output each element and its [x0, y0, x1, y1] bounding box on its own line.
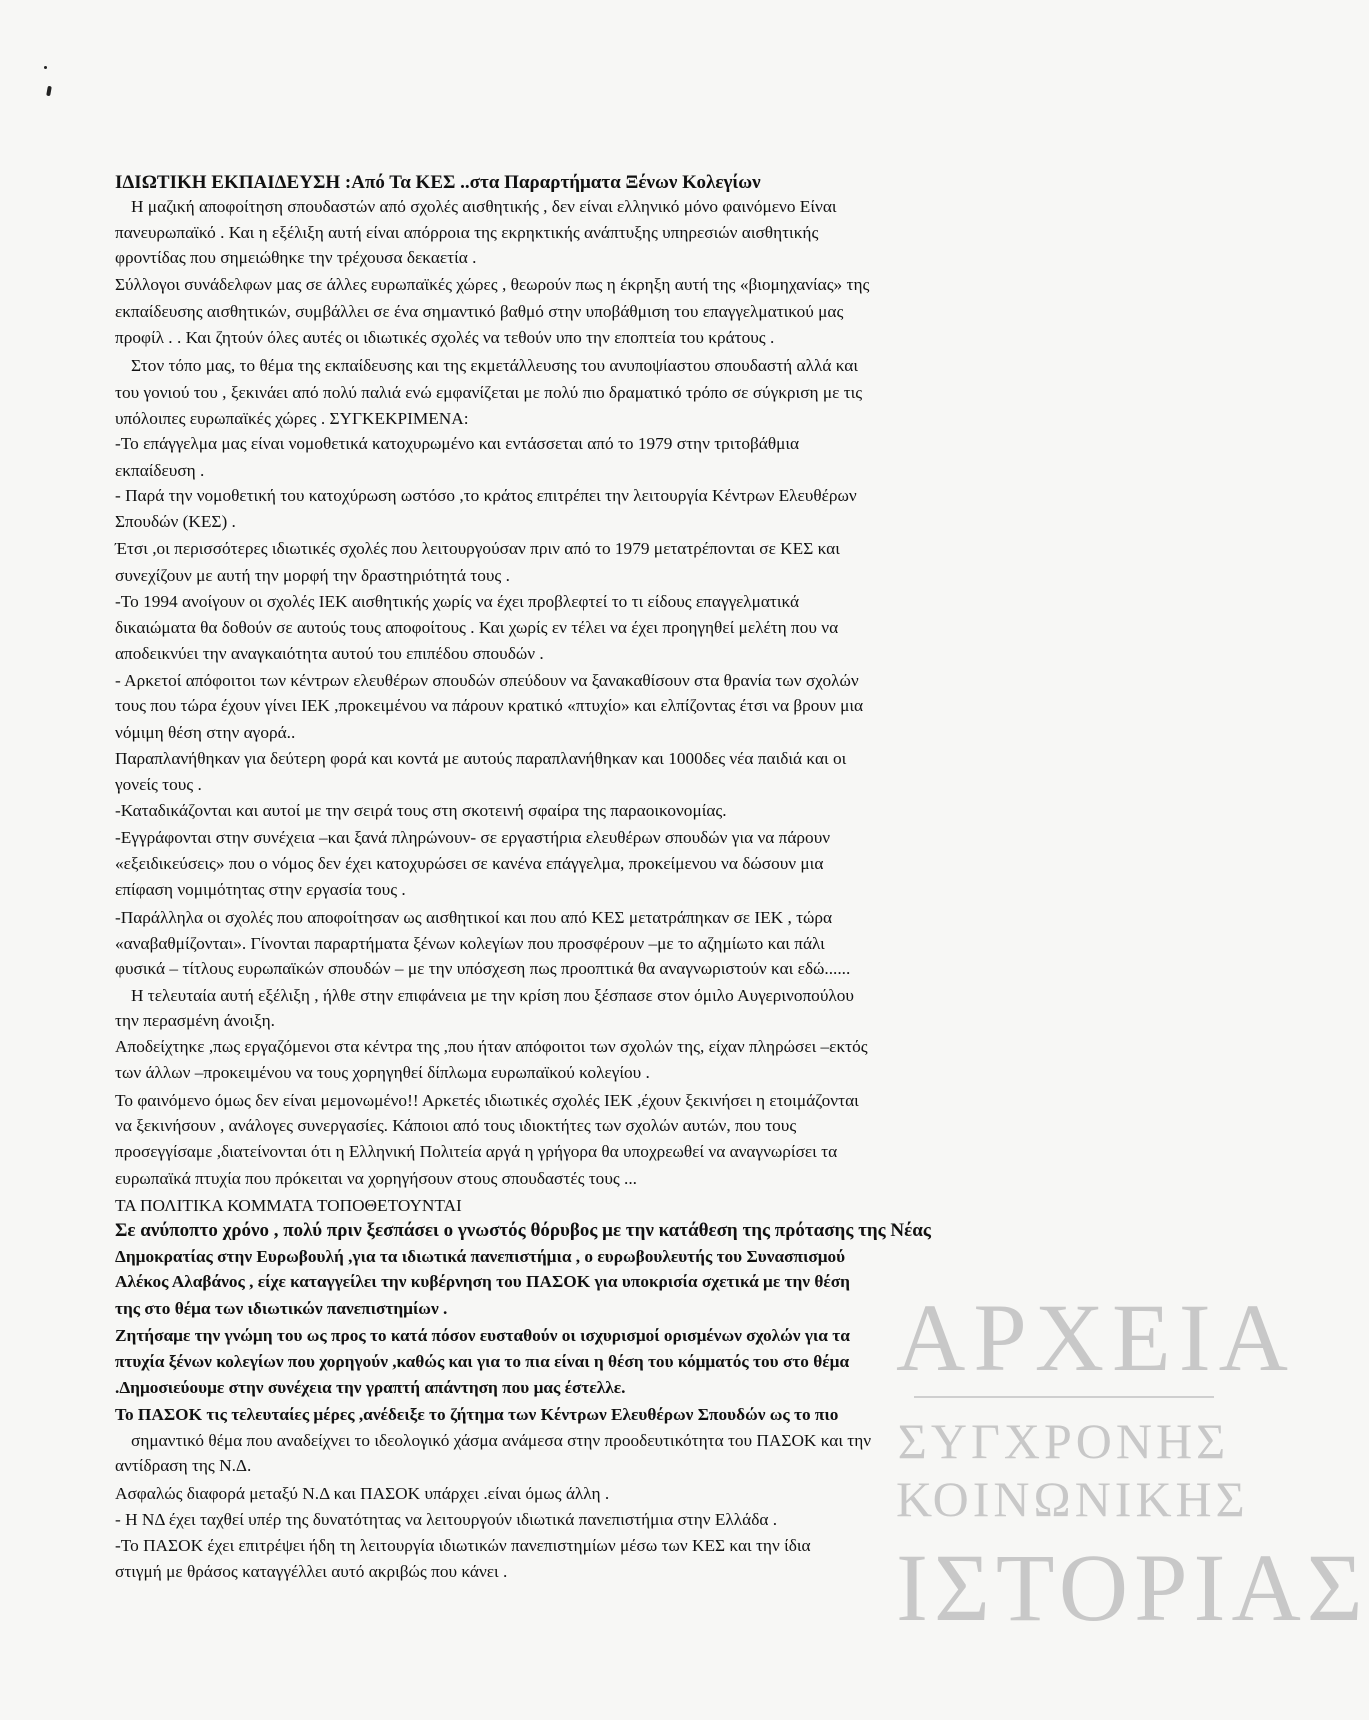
scan-mark	[46, 86, 52, 97]
watermark-line-2: ΣΥΓΧΡΟΝΗΣ	[897, 1413, 1230, 1469]
text-line: να ξεκινήσουν , ανάλογες συνεργασίες. Κάποιοι από τους ιδιοκτήτες των σχολών αυτών, που τους	[115, 1116, 797, 1135]
text-line: -Καταδικάζονται και αυτοί με την σειρά τους στη σκοτεινή σφαίρα της παραοικονομίας.	[115, 801, 727, 820]
scan-speck	[44, 66, 47, 69]
text-line: Η τελευταία αυτή εξέλιξη , ήλθε στην επιφάνεια με την κρίση που ξέσπασε στον όμιλο Αυγερινοπούλου	[131, 986, 854, 1005]
text-line: των άλλων –προκειμένου να τους χορηγηθεί δίπλωμα ευρωπαϊκού κολεγίου .	[115, 1063, 650, 1082]
text-line: την περασμένη άνοιξη.	[115, 1011, 276, 1030]
text-line: -Το ΠΑΣΟΚ έχει επιτρέψει ήδη τη λειτουργία ιδιωτικών πανεπιστημίων μέσω των ΚΕΣ και την ίδια	[115, 1536, 811, 1555]
text-line: νόμιμη θέση στην αγορά..	[115, 723, 296, 742]
text-line: προσεγγίσαμε ,διατείνονται ότι η Ελληνική Πολιτεία αργά η γρήγορα θα υποχρεωθεί να αναγνωρίσει τα	[115, 1142, 838, 1161]
text-line: τους που τώρα έχουν γίνει ΙΕΚ ,προκειμένου να πάρουν κρατικό «πτυχίο» και ελπίζοντας έτσι να βρουν μια	[115, 696, 864, 715]
text-line: Αλέκος Αλαβάνος , είχε καταγγείλει την κυβέρνηση του ΠΑΣΟΚ για υποκρισία σχετικά με την θέση	[115, 1272, 850, 1291]
text-line: Η μαζική αποφοίτηση σπουδαστών από σχολές αισθητικής , δεν είναι ελληνικό μόνο φαινόμενο Είναι	[131, 197, 837, 216]
text-line: σημαντικό θέμα που αναδείχνει το ιδεολογικό χάσμα ανάμεσα στην προοδευτικότητα του ΠΑΣΟΚ και την	[131, 1431, 872, 1450]
text-line: Σύλλογοι συνάδελφων μας σε άλλες ευρωπαϊκές χώρες , θεωρούν πως η έκρηξη αυτή της «βιομηχανίας» της	[115, 275, 870, 294]
text-line: -Παράλληλα οι σχολές που αποφοίτησαν ως αισθητικοί και που από ΚΕΣ μετατράπηκαν σε ΙΕΚ , τώρα	[115, 908, 833, 927]
text-line: πτυχία ξένων κολεγίων που χορηγούν ,καθώς και για το πια είναι η θέση του κόμματός του στο θέμα	[115, 1352, 850, 1371]
text-line: γονείς τους .	[115, 775, 202, 794]
text-line: -Το επάγγελμα μας είναι νομοθετικά κατοχυρωμένο και εντάσσεται από το 1979 στην τριτοβάθμια	[115, 434, 800, 453]
text-line: προφίλ . . Και ζητούν όλες αυτές οι ιδιωτικές σχολές να τεθούν υπο την εποπτεία του κράτους .	[115, 328, 775, 347]
text-line: Ασφαλώς διαφορά μεταξύ Ν.Δ και ΠΑΣΟΚ υπάρχει .είναι όμως άλλη .	[115, 1484, 610, 1503]
text-line: Σπουδών (ΚΕΣ) .	[115, 512, 236, 531]
text-line: Στον τόπο μας, το θέμα της εκπαίδευσης και της εκμετάλλευσης του ανυποψίαστου σπουδαστή αλλά και	[131, 356, 858, 375]
text-line: Ζητήσαμε την γνώμη του ως προς το κατά πόσον ευσταθούν οι ισχυρισμοί ορισμένων σχολών για τα	[115, 1326, 850, 1345]
text-line: φυσικά – τίτλους ευρωπαϊκών σπουδών – με την υπόσχεση πως προοπτικά θα αναγνωριστούν και εδώ......	[115, 959, 851, 978]
text-line: -Εγγράφονται στην συνέχεια –και ξανά πληρώνουν- σε εργαστήρια ελευθέρων σπουδών για να πάρουν	[115, 828, 831, 847]
text-line: ευρωπαϊκά πτυχία που πρόκειται να χορηγήσουν στους σπουδαστές τους ...	[115, 1169, 638, 1188]
text-line: Δημοκρατίας στην Ευρωβουλή ,για τα ιδιωτικά πανεπιστήμια , ο ευρωβουλευτής του Συνασπισμού	[115, 1247, 846, 1266]
text-line: συνεχίζουν με αυτή την μορφή την δραστηριότητά τους .	[115, 566, 510, 585]
text-line: εκπαίδευση .	[115, 461, 205, 480]
text-line: φροντίδας που σημειώθηκε την τρέχουσα δεκαετία .	[115, 248, 477, 267]
text-line: εκπαίδευσης αισθητικών, συμβάλλει σε ένα σημαντικό βαθμό στην υποβάθμιση του επαγγελματικού μας	[115, 302, 844, 321]
text-line: .Δημοσιεύουμε στην συνέχεια την γραπτή απάντηση που μας έστελλε.	[115, 1378, 626, 1397]
text-line: πανευρωπαϊκό . Και η εξέλιξη αυτή είναι απόρροια της εκρηκτικής ανάπτυξης υπηρεσιών αισθητικής	[115, 223, 819, 242]
watermark-line-4: ΙΣΤΟΡΙΑΣ	[896, 1534, 1369, 1641]
text-line: αντίδραση της Ν.Δ.	[115, 1456, 252, 1475]
text-line: στιγμή με θράσος καταγγέλλει αυτό ακριβώς που κάνει .	[115, 1562, 508, 1581]
watermark-line-3: ΚΟΙΝΩΝΙΚΗΣ	[896, 1471, 1249, 1527]
text-line: Έτσι ,οι περισσότερες ιδιωτικές σχολές που λειτουργούσαν πριν από το 1979 μετατρέπονται σε ΚΕΣ και	[115, 539, 840, 558]
watermark-line-1: ΑΡΧΕΙΑ	[896, 1284, 1296, 1391]
text-line: Αποδείχτηκε ,πως εργαζόμενοι στα κέντρα της ,που ήταν απόφοιτοι των σχολών της, είχαν πληρώσει –εκτός	[115, 1037, 868, 1056]
text-line: αποδεικνύει την αναγκαιότητα αυτού του επιπέδου σπουδών .	[115, 644, 544, 663]
text-line: της στο θέμα των ιδιωτικών πανεπιστημίων .	[115, 1299, 448, 1318]
text-line: επίφαση νομιμότητας στην εργασία τους .	[115, 880, 406, 899]
text-line: «αναβαθμίζονται». Γίνονται παραρτήματα ξένων κολεγίων που προσφέρουν –με το αζημίωτο και πάλι	[115, 934, 825, 953]
text-line: - Η ΝΔ έχει ταχθεί υπέρ της δυνατότητας να λειτουργούν ιδιωτικά πανεπιστήμια στην Ελλάδα .	[115, 1510, 778, 1529]
text-line: Το ΠΑΣΟΚ τις τελευταίες μέρες ,ανέδειξε το ζήτημα των Κέντρων Ελευθέρων Σπουδών ως το πιο	[115, 1405, 839, 1424]
text-line: -Το 1994 ανοίγουν οι σχολές ΙΕΚ αισθητικής χωρίς να έχει προβλεφτεί το τι είδους επαγγελματικά	[115, 592, 800, 611]
section-heading: Σε ανύποπτο χρόνο , πολύ πριν ξεσπάσει ο γνωστός θόρυβος με την κατάθεση της πρότασης της Νέας	[115, 1220, 931, 1241]
text-line: «εξειδικεύσεις» που ο νόμος δεν έχει κατοχυρώσει σε κανένα επάγγελμα, προκείμενου να δώσουν μια	[115, 854, 824, 873]
article-title: ΙΔΙΩΤΙΚΗ ΕΚΠΑΙΔΕΥΣΗ :Από Τα ΚΕΣ ..στα Παραρτήματα Ξένων Κολεγίων	[115, 172, 761, 193]
text-line: Το φαινόμενο όμως δεν είναι μεμονωμένο!! Αρκετές ιδιωτικές σχολές ΙΕΚ ,έχουν ξεκινήσει η ετοιμάζονται	[115, 1091, 859, 1110]
text-line: του γονιού του , ξεκινάει από πολύ παλιά ενώ εμφανίζεται με πολύ πιο δραματικό τρόπο σε σύγκριση με τις	[115, 383, 863, 402]
text-line: ΤΑ ΠΟΛΙΤΙΚΑ ΚΟΜΜΑΤΑ ΤΟΠΟΘΕΤΟΥΝΤΑΙ	[115, 1196, 462, 1215]
text-line: Παραπλανήθηκαν για δεύτερη φορά και κοντά με αυτούς παραπλανήθηκαν και 1000δες νέα παιδιά και οι	[115, 749, 847, 768]
text-line: υπόλοιπες ευρωπαϊκές χώρες . ΣΥΓΚΕΚΡΙΜΕΝΑ:	[115, 409, 469, 428]
text-line: - Αρκετοί απόφοιτοι των κέντρων ελευθέρων σπουδών σπεύδουν να ξανακαθίσουν στα θρανία των σχολών	[115, 671, 859, 690]
text-line: - Παρά την νομοθετική του κατοχύρωση ωστόσο ,το κράτος επιτρέπει την λειτουργία Κέντρων Ελευθέρων	[115, 486, 857, 505]
text-line: δικαιώματα θα δοθούν σε αυτούς τους αποφοίτους . Και χωρίς εν τέλει να έχει προηγηθεί μελέτη που να	[115, 618, 839, 637]
